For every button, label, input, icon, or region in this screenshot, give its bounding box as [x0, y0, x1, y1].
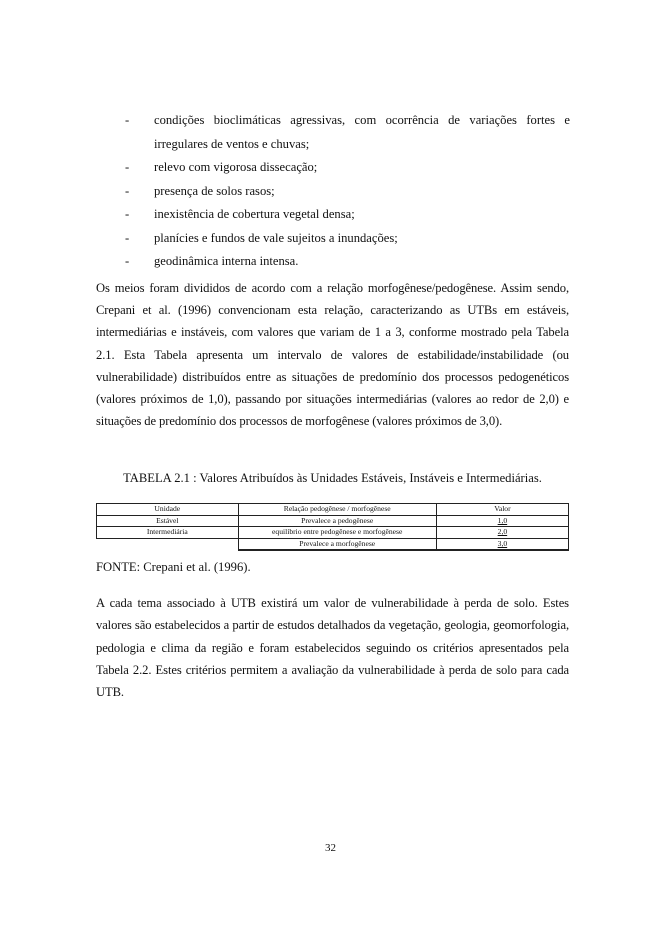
body-paragraph-morphogenesis: Os meios foram divididos de acordo com a relação morfogênese/pedogênese. Assim sendo, Crepani et al. (1996) convencionam esta relação, caracterizando as UTBs em estáveis, intermediárias e instáveis, com valores que variam de 1 a 3, conforme mostrado pela Tabela 2.1. Esta Tabela apresenta um intervalo de valores de estabilidade/instabilidade (ou vulnerabilidade) distribuídos entre as situações de predomínio dos processos pedogenéticos (valores próximos de 1,0), passando por situações intermediárias (valores ao redor de 2,0) e situações de predomínio dos processos de morfogênese (valores próximos de 3,0).	[96, 281, 569, 429]
column-header-unidade: Unidade	[97, 504, 239, 516]
body-paragraph-vulnerability: A cada tema associado à UTB existirá um valor de vulnerabilidade à perda de solo. Estes valores são estabelecidos a partir de estudos detalhados da vegetação, geologia, geomorfologia, pedologia e clima da região e foram estabelecidos seguindo os critérios apresentados pela Tabela 2.2. Estes critérios permitem a avaliação da vulnerabilidade à perda de solo para cada UTB.	[96, 596, 569, 700]
column-header-relacao: Relação pedogênese / morfogênese	[238, 504, 436, 516]
table-row	[97, 538, 569, 550]
bullet-marker: -	[125, 230, 130, 245]
table-source-note: FONTE: Crepani et al. (1996).	[96, 560, 251, 574]
stability-values-table	[96, 503, 569, 551]
bullet-text: condições bioclimáticas agressivas, com ocorrência de variações fortes e irregulares de ventos e chuvas;	[154, 113, 570, 151]
bullet-text: presença de solos rasos;	[154, 183, 275, 198]
bullet-marker: -	[125, 254, 130, 268]
bullet-item	[125, 180, 570, 204]
bullet-text: planícies e fundos de vale sujeitos a inundações;	[154, 230, 398, 245]
table-cell-relation: Prevalece a pedogênese	[238, 515, 436, 527]
page-number: 32	[325, 842, 336, 854]
table-cell-unit: Intermediária	[97, 527, 239, 539]
table-cell-relation: equilíbrio entre pedogênese e morfogênese	[238, 527, 436, 539]
bullet-item	[125, 250, 570, 274]
table-cell-value: 1,0	[436, 515, 568, 527]
bullet-item	[125, 227, 570, 251]
table-caption: TABELA 2.1 : Valores Atribuídos às Unidades Estáveis, Instáveis e Intermediárias.	[123, 471, 542, 485]
table-header-row	[97, 504, 569, 516]
bullet-marker: -	[125, 183, 130, 198]
bullet-item	[125, 109, 570, 156]
table-cell-unit: Estável	[97, 515, 239, 527]
bullet-text: inexistência de cobertura vegetal densa;	[154, 207, 355, 221]
bullet-text: relevo com vigorosa dissecação;	[154, 160, 318, 174]
bullet-item	[125, 156, 570, 180]
table-cell-relation: Prevalece a morfogênese	[238, 538, 436, 550]
table-row	[97, 527, 569, 539]
table-cell-value: 2,0	[436, 527, 568, 539]
table-cell-unit	[97, 538, 239, 550]
column-header-valor: Valor	[436, 504, 568, 516]
bullet-marker: -	[125, 207, 130, 221]
table-row	[97, 515, 569, 527]
bullet-marker: -	[125, 113, 130, 127]
conditions-bullet-list	[125, 109, 570, 274]
bullet-marker: -	[125, 160, 130, 174]
bullet-item	[125, 203, 570, 227]
table-cell-value: 3,0	[436, 538, 568, 550]
bullet-text: geodinâmica interna intensa.	[154, 254, 299, 268]
